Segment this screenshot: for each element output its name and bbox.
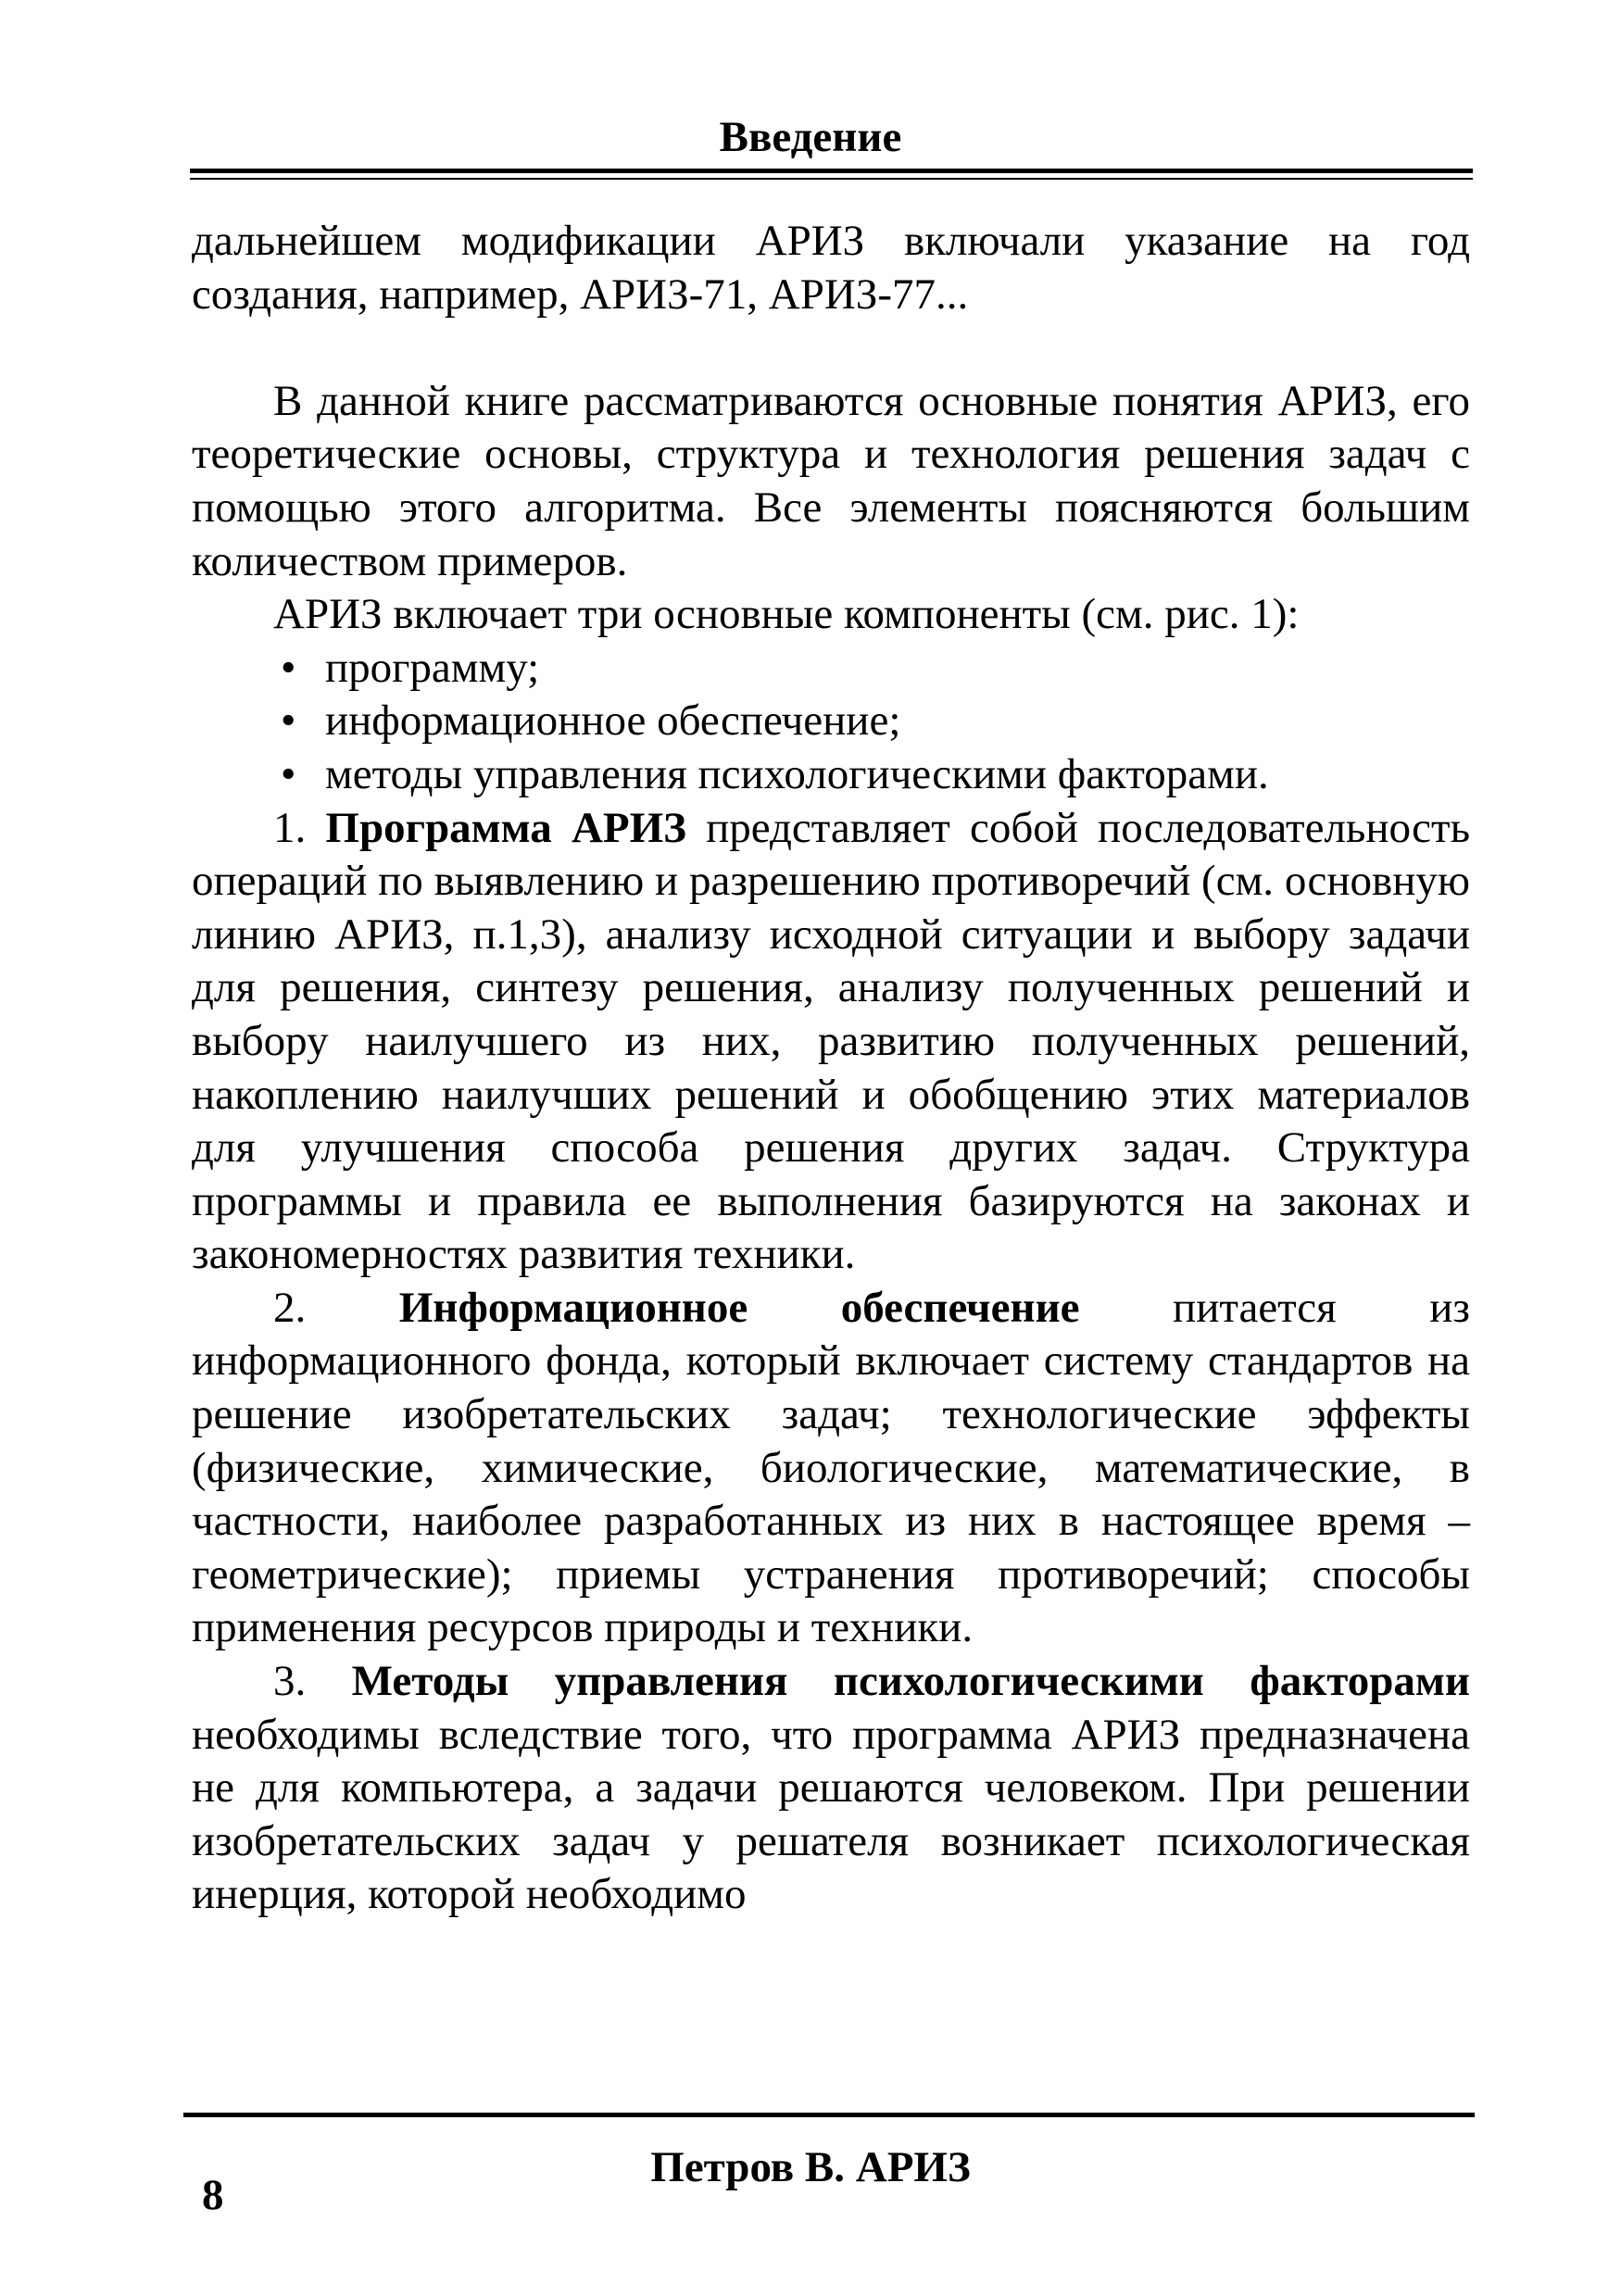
bullet-icon: •	[281, 696, 296, 746]
item-heading: Информационное обеспечение	[398, 1283, 1080, 1332]
item-text: представляет собой последовательность операций по выявлению и разрешению противоречий (см. основную линию АРИЗ, п.1,3), анализу исходной ситуации и выбору задачи для решения, синтезу решения, анализу полученных решений и выбору наилучшего из них, развитию полученных решений, накоплению наилучших решений и обобщению этих материалов для улучшения способа решения других задач. Структура программы и правила ее выполнения базируются на законах и закономерностях развития техники.	[192, 803, 1470, 1279]
paragraph-item-2	[192, 1282, 1470, 1655]
components-list	[192, 642, 1470, 802]
list-item	[192, 695, 1470, 748]
paragraph-gap	[192, 321, 1470, 375]
list-item-text: программу;	[325, 643, 540, 692]
paragraph-components: АРИЗ включает три основные компоненты (см. рис. 1):	[273, 590, 1300, 639]
list-item	[192, 642, 1470, 696]
bullet-icon: •	[281, 643, 296, 692]
list-item-text: методы управления психологическими факторами.	[325, 749, 1269, 798]
header-rule-thin	[190, 178, 1473, 180]
body-text	[192, 215, 1470, 1922]
running-footer-title: Петров В. АРИЗ	[650, 2143, 971, 2191]
list-item-text: информационное обеспечение;	[325, 696, 901, 746]
paragraph-continuation: дальнейшем модификации АРИЗ включали указание на год создания, например, АРИЗ-71, АРИЗ-77...	[192, 217, 1470, 319]
list-item	[192, 748, 1470, 802]
item-text: необходимы вследствие того, что программа АРИЗ предназначена не для компьютера, а задачи решаются человеком. При решении изобретательских задач у решателя возникает психологическая инерция, которой необходимо	[192, 1710, 1470, 1919]
page-number: 8	[202, 2171, 224, 2219]
item-heading: Программа АРИЗ	[325, 803, 686, 852]
footer-rule	[183, 2113, 1475, 2117]
running-header: Введение	[719, 113, 902, 161]
bullet-icon: •	[281, 749, 296, 798]
header-rule	[190, 169, 1473, 173]
paragraph-item-1	[192, 802, 1470, 1282]
paragraph-item-3	[192, 1655, 1470, 1922]
item-text: питается из информационного фонда, который включает систему стандартов на решение изобретательских задач; технологические эффекты (физические, химические, биологические, математические, в частности, наиболее разработанных из них в настоящее время – геометрические); приемы устранения противоречий; способы применения ресурсов природы и техники.	[192, 1283, 1470, 1652]
item-number: 3.	[273, 1657, 307, 1706]
item-number: 1.	[273, 803, 307, 852]
item-heading: Методы управления психологическими факторами	[351, 1657, 1470, 1706]
item-number: 2.	[273, 1283, 307, 1332]
paragraph-intro: В данной книге рассматриваются основные понятия АРИЗ, его теоретические основы, структура и технология решения задач с помощью этого алгоритма. Все элементы поясняются большим количеством примеров.	[192, 376, 1470, 585]
